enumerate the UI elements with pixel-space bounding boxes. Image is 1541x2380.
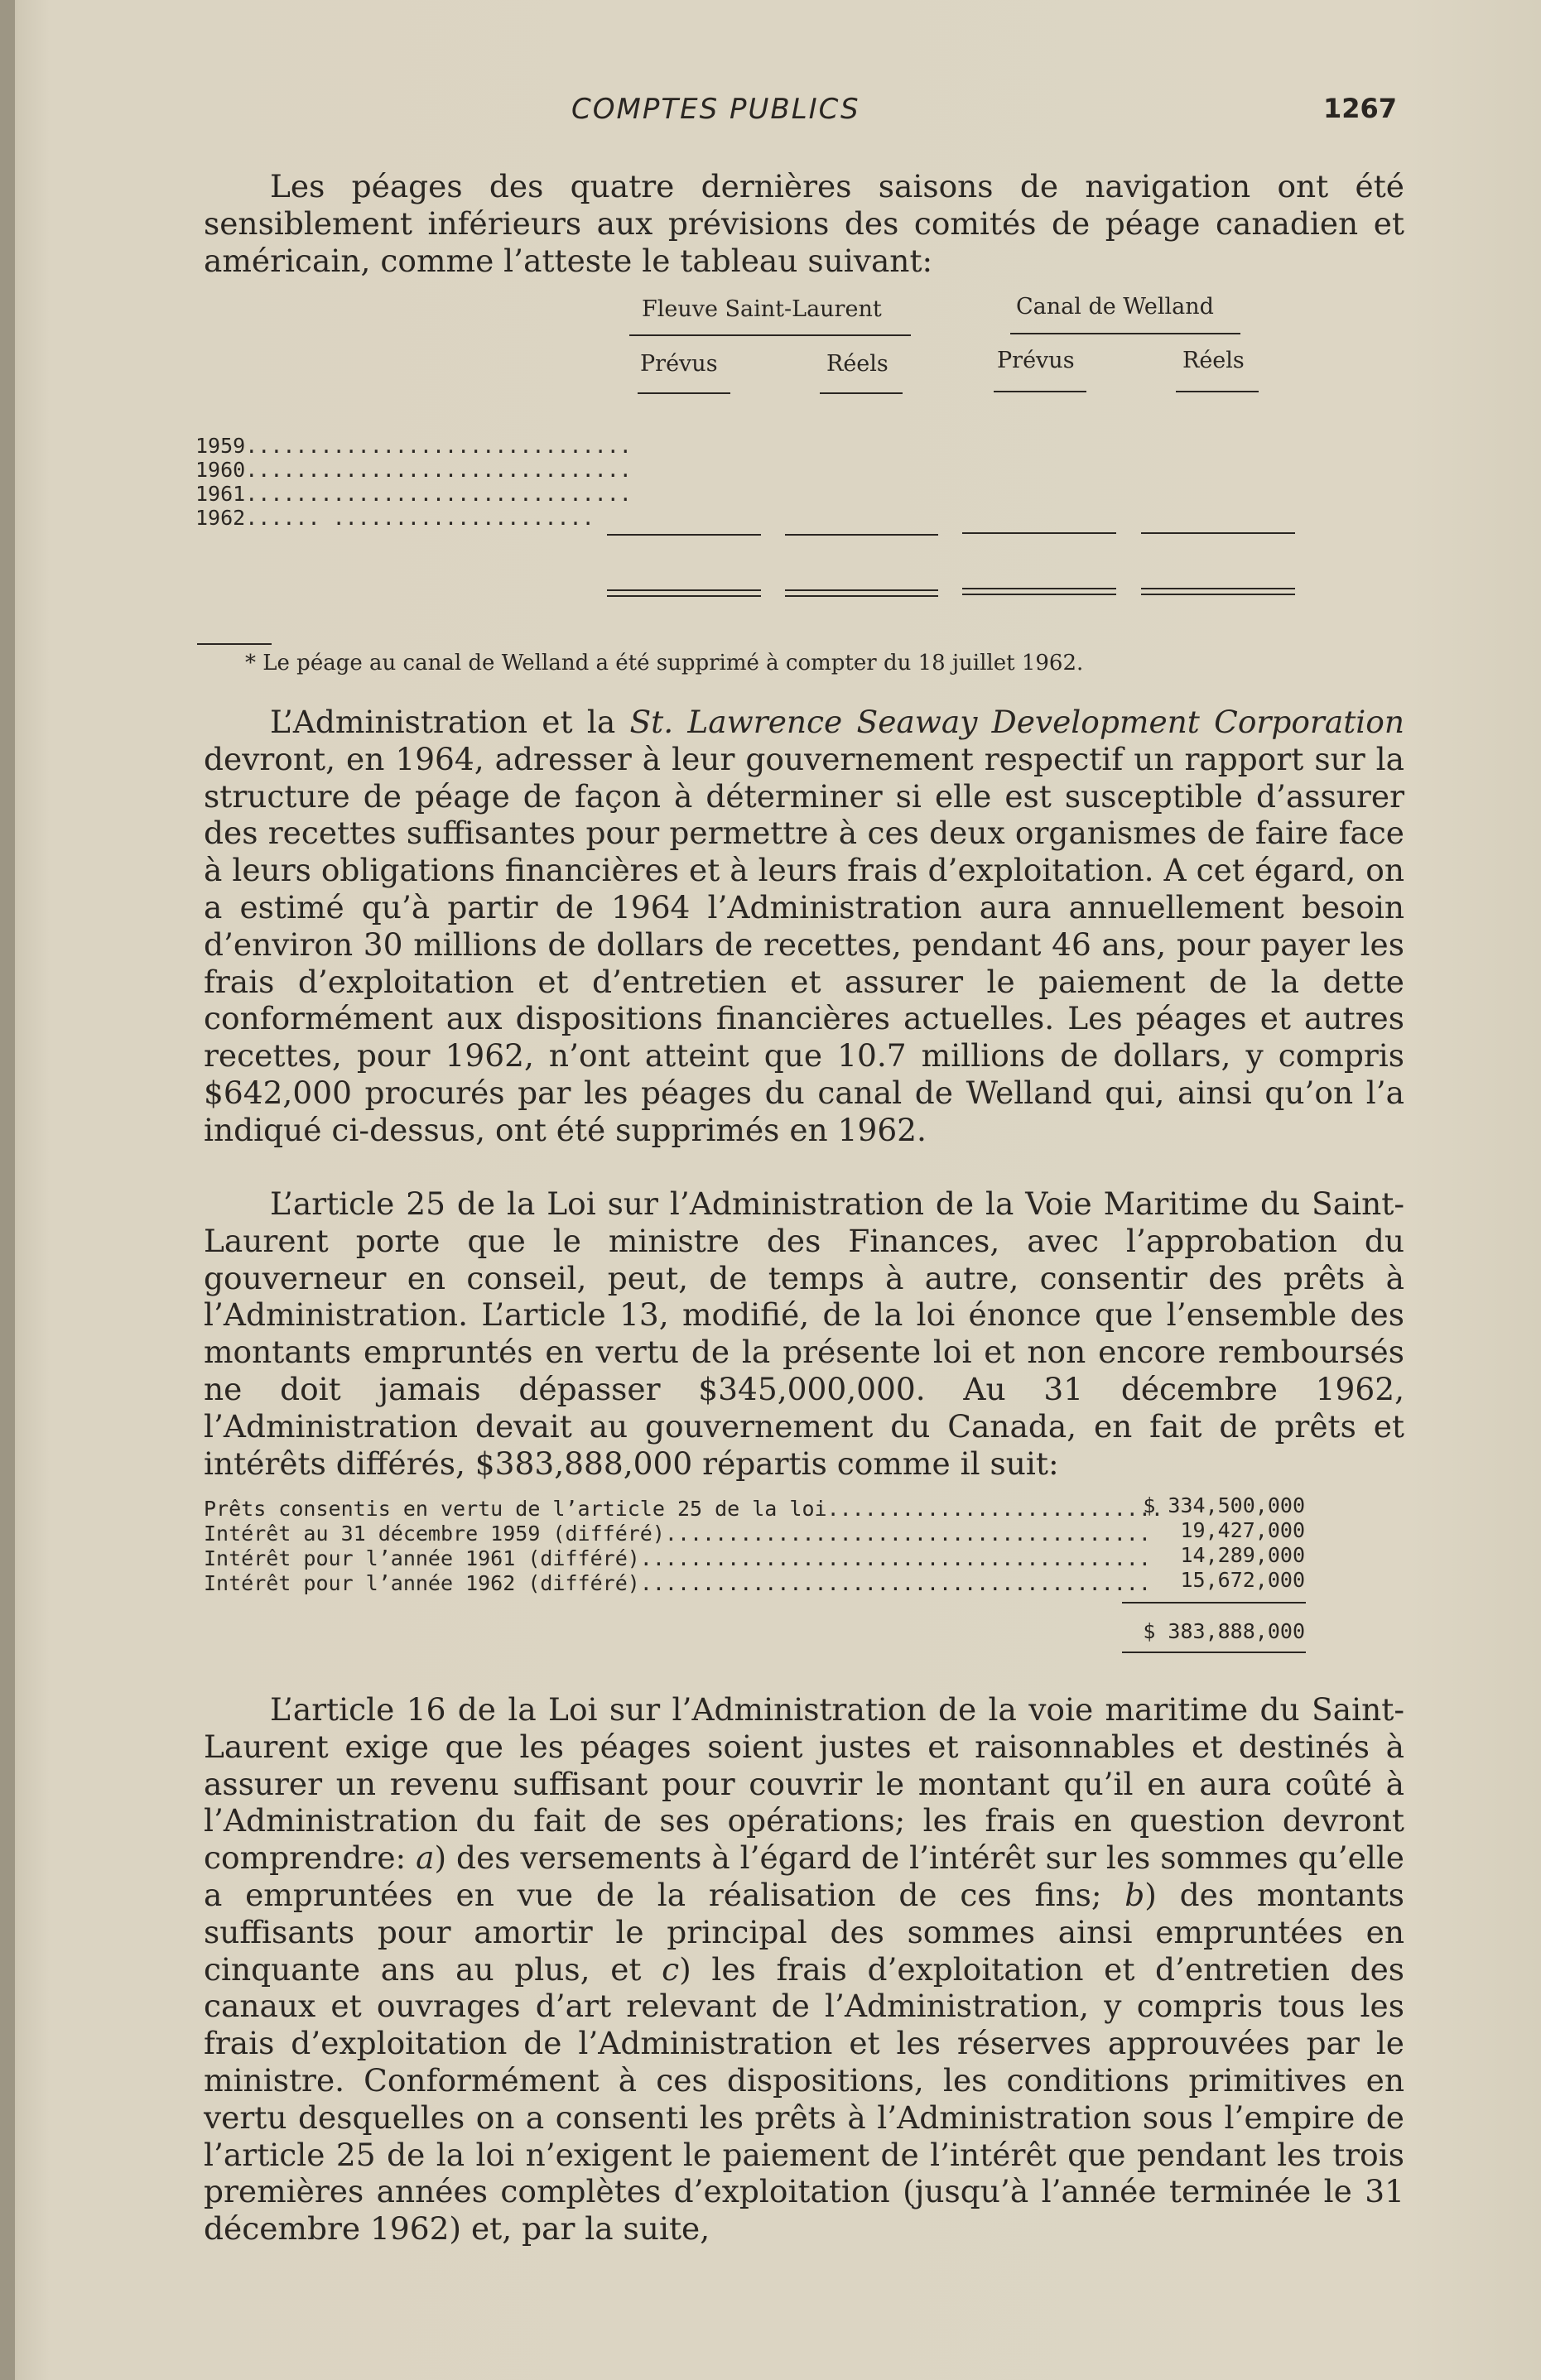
paragraph-3: L’article 25 de la Loi sur l’Administration de la Voie Maritime du Saint-Laurent porte que le ministre des Finances, avec l’approbation du gouverneur en conseil, peut, de temps à autre, consentir des prêts à l’Administration. L’article 13, modifié, de la loi énonce que l’ensemble des montants empruntés en vertu de la présente loi et non encore remboursés ne doit jamais dépasser $345,000,000. Au 31 décembre 1962, l’Administration devait au gouvernement du Canada, en fait de prêts et intérêts différés, $383,888,000 répartis comme il suit: <box>204 1185 1404 1482</box>
total-rule <box>962 588 1116 589</box>
clause-letter: b <box>1124 1876 1145 1913</box>
total-rule <box>962 594 1116 595</box>
paragraph-4-part: ) des montants suffisants pour amortir le principal des sommes ainsi empruntées en cinquante ans au plus, et <box>204 1876 1405 1988</box>
column-rule <box>994 391 1086 392</box>
total-rule <box>785 589 938 591</box>
subtotal-rule <box>1141 532 1295 534</box>
loan-value: 15,672,000 <box>1180 1568 1305 1592</box>
column-header: Prévus <box>640 351 718 377</box>
page-number: 1267 <box>1323 93 1398 124</box>
total-rule <box>607 589 761 591</box>
row-year: 1962 <box>195 506 246 530</box>
row-year: 1960 <box>195 458 246 482</box>
clause-letter: a <box>416 1839 435 1877</box>
loan-label: Prêts consentis en vertu de l’article 25 de la loi........................... <box>204 1497 1163 1521</box>
total-rule <box>785 595 938 597</box>
column-rule <box>820 392 903 394</box>
loan-total: $ 383,888,000 <box>1143 1619 1305 1643</box>
subtotal-rule <box>962 532 1116 534</box>
total-rule <box>607 595 761 597</box>
column-header: Réels <box>1182 348 1245 373</box>
page-header <box>0 93 1541 134</box>
total-rule <box>1141 588 1295 589</box>
paragraph-4-part: ) les frais d’exploitation et d’entretien des canaux et ouvrages d’art relevant de l’Administration, y compris tous les frais d’exploitation de l’Administration et les réserves approuvées par le ministre. Conformément à ces dispositions, les conditions primitives en vertu desquelles on a consenti les prêts à l’Administration sous l’empire de l’article 25 de la loi n’exigent le paiement de l’intérêt que pendant les trois premières années complètes d’exploitation (jusqu’à l’année terminée le 31 décembre 1962) et, par la suite, <box>204 1950 1404 2248</box>
group-header-st-lawrence: Fleuve Saint-Laurent <box>642 296 882 322</box>
paragraph-4 <box>204 1691 1404 2248</box>
subtotal-rule <box>1122 1602 1306 1603</box>
row-leader: ...... ..................... <box>245 506 595 530</box>
paragraph-4-part: ) des versements à l’égard de l’intérêt sur les sommes qu’elle a empruntées en vue de la réalisation de ces fins; <box>204 1839 1404 1913</box>
loan-value: 14,289,000 <box>1180 1543 1305 1567</box>
paragraph-2 <box>204 704 1404 1149</box>
row-leader: ............................... <box>245 482 632 506</box>
loan-label: Intérêt au 31 décembre 1959 (différé)....................................... <box>204 1522 1151 1546</box>
book-spine-shadow <box>0 0 15 2380</box>
row-year: 1961 <box>195 482 246 506</box>
row-leader: ............................... <box>245 458 632 482</box>
loan-label: Intérêt pour l’année 1962 (différé)......................................... <box>204 1571 1151 1595</box>
subtotal-rule <box>607 534 761 536</box>
footnote-rule <box>197 643 272 645</box>
row-leader: ............................... <box>245 434 632 458</box>
group-header-welland: Canal de Welland <box>1016 294 1214 320</box>
paragraph-4-part: L’article 16 de la Loi sur l’Administration de la voie maritime du Saint-Laurent exige que les péages soient justes et raisonnables et destinés à assurer un revenu suffisant pour couvrir le montant qu’il en aura coûté à l’Administration du fait de ses opérations; les frais en question devront comprendre: <box>204 1691 1404 1877</box>
column-rule <box>1176 391 1259 392</box>
column-header: Prévus <box>997 348 1075 373</box>
loan-value: 19,427,000 <box>1180 1518 1305 1542</box>
group-rule <box>1010 333 1240 334</box>
footnote: * Le péage au canal de Welland a été supprimé à compter du 18 juillet 1962. <box>245 651 1084 676</box>
paragraph-2-body: devront, en 1964, adresser à leur gouvernement respectif un rapport sur la structure de péage de façon à déterminer si elle est susceptible d’assurer des recettes suffisantes pour permettre à ces deux organismes de faire face à leurs obligations financières et à leurs frais d’exploitation. A cet égard, on a estimé qu’à partir de 1964 l’Administration aura annuellement besoin d’environ 30 millions de dollars de recettes, pendant 46 ans, pour payer les frais d’exploitation et d’entretien et assurer le paiement de la dette conformément aux dispositions financières actuelles. Les péages et autres recettes, pour 1962, n’ont atteint que 10.7 millions de dollars, y compris $642,000 procurés par les péages du canal de Welland qui, ainsi qu’on l’a indiqué ci-dessus, ont été supprimés en 1962. <box>204 740 1404 1148</box>
paragraph-2-prefix: L’Administration et la <box>270 704 630 740</box>
group-rule <box>629 334 911 336</box>
loan-value: $ 334,500,000 <box>1143 1493 1305 1517</box>
column-header: Réels <box>826 351 888 377</box>
subtotal-rule <box>785 534 938 536</box>
total-rule <box>1141 594 1295 595</box>
running-title: COMPTES PUBLICS <box>571 93 860 126</box>
corporation-name: St. Lawrence Seaway Development Corporation <box>629 704 1404 740</box>
clause-letter: c <box>662 1950 680 1988</box>
intro-paragraph: Les péages des quatre dernières saisons de navigation ont été sensiblement inférieurs aux prévisions des comités de péage canadien et américain, comme l’atteste le tableau suivant: <box>204 168 1404 279</box>
loan-label: Intérêt pour l’année 1961 (différé)......................................... <box>204 1546 1151 1570</box>
column-rule <box>638 392 730 394</box>
row-year: 1959 <box>195 434 246 458</box>
total-rule <box>1122 1652 1306 1653</box>
